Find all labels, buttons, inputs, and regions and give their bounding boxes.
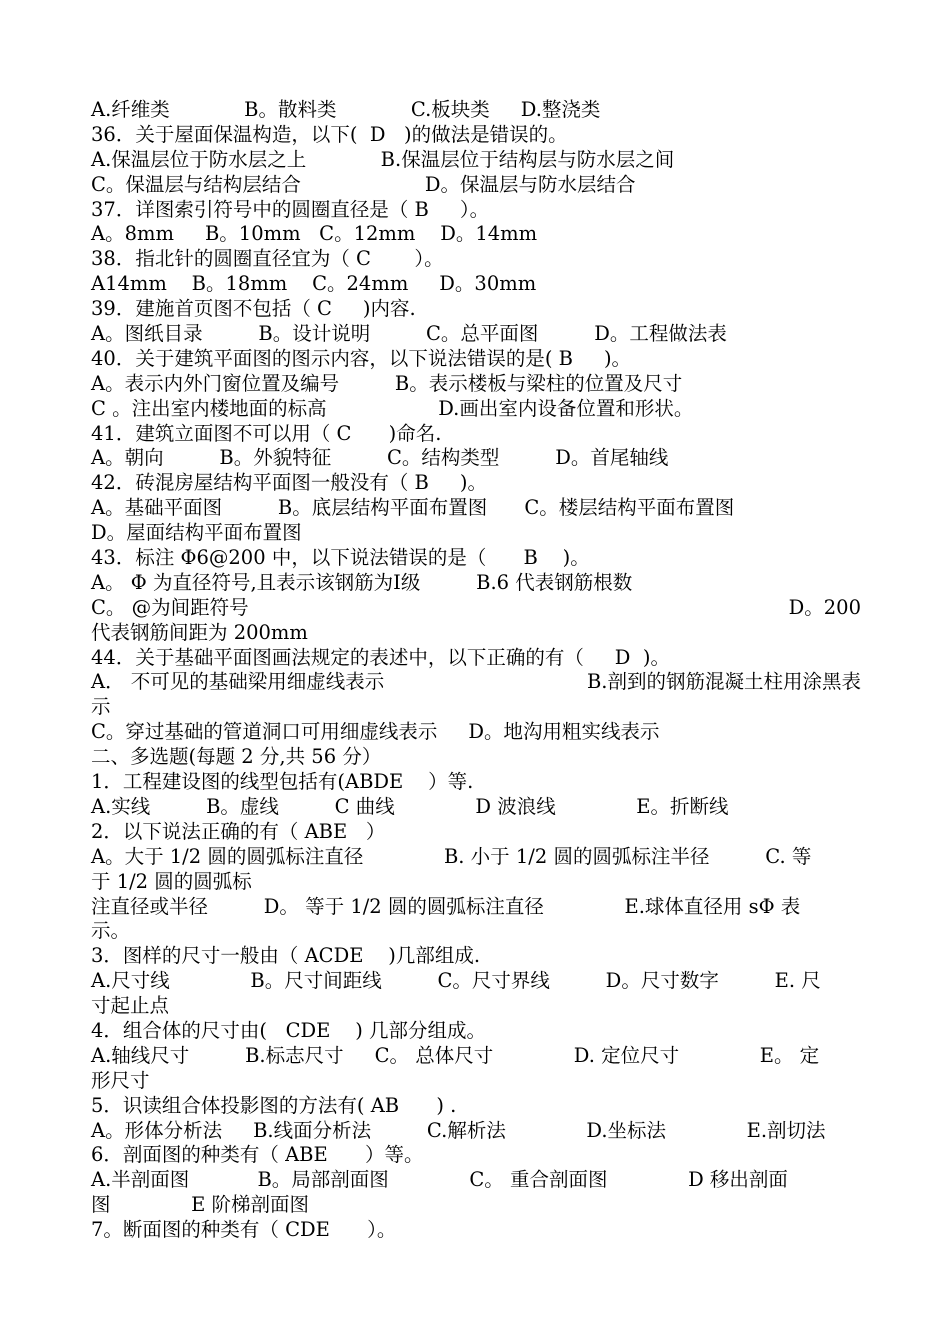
text-line: A。基础平面图 B。底层结构平面布置图 C。楼层结构平面布置图 xyxy=(91,496,735,520)
question-39: 39．建施首页图不包括（ C )内容. xyxy=(91,297,416,321)
question-6: 6．剖面图的种类有（ ABE ）等。 xyxy=(91,1143,424,1167)
text-line: A.半剖面图 B。局部剖面图 C。 重合剖面图 D 移出剖面 xyxy=(91,1168,788,1192)
text-fragment: C。 @为间距符号 xyxy=(91,595,249,619)
question-2: 2．以下说法正确的有（ ABE ） xyxy=(91,819,386,843)
text-line: C 。注出室内楼地面的标高 D.画出室内设备位置和形状。 xyxy=(91,396,694,420)
text-line: C。保温层与结构层结合 D。保温层与防水层结合 xyxy=(91,172,636,196)
text-fragment: B.剖到的钢筋混凝土柱用涂黑表 xyxy=(586,670,861,694)
text-line: A.尺寸线 B。尺寸间距线 C。尺寸界线 D。尺寸数字 E. 尺 xyxy=(91,969,821,993)
text-line: A。 Φ 为直径符号,且表示该钢筋为Ⅰ级 B.6 代表钢筋根数 xyxy=(91,570,633,594)
text-line: A。8mm B。10mm C。12mm D。14mm xyxy=(91,222,538,246)
question-38: 38．指北针的圆圈直径宜为（ C ）。 xyxy=(91,247,444,271)
text-line: 寸起止点 xyxy=(91,994,170,1018)
text-line: 于 1/2 圆的圆弧标 xyxy=(91,869,252,893)
text-line: A。图纸目录 B。设计说明 C。总平面图 D。工程做法表 xyxy=(91,322,727,346)
question-42: 42．砖混房屋结构平面图一般没有（ B )。 xyxy=(91,471,487,495)
question-5: 5．识读组合体投影图的方法有( AB ) . xyxy=(91,1093,457,1117)
text-line: 形尺寸 xyxy=(91,1068,150,1092)
question-1: 1．工程建设图的线型包括有(ABDE ）等. xyxy=(91,770,474,794)
text-line: A.保温层位于防水层之上 B.保温层位于结构层与防水层之间 xyxy=(91,147,675,171)
question-7: 7。断面图的种类有（ CDE ）。 xyxy=(91,1218,397,1242)
section-heading: 二、多选题(每题 2 分,共 56 分） xyxy=(91,745,382,769)
text-line: A。形体分析法 B.线面分析法 C.解析法 D.坐标法 E.剖切法 xyxy=(91,1118,826,1142)
text-line: C。穿过基础的管道洞口可用细虚线表示 D。地沟用粗实线表示 xyxy=(91,720,660,744)
document-page xyxy=(91,98,861,1243)
question-41: 41．建筑立面图不可以用（ C )命名. xyxy=(91,421,442,445)
text-line: A。表示内外门窗位置及编号 B。表示楼板与梁柱的位置及尺寸 xyxy=(91,371,683,395)
text-line xyxy=(91,596,861,621)
question-43: 43．标注 Φ6@200 中，以下说法错误的是（ B )。 xyxy=(91,546,590,570)
question-40: 40．关于建筑平面图的图示内容，以下说法错误的是( B )。 xyxy=(91,346,632,370)
question-37: 37．详图索引符号中的圆圈直径是（ B ）。 xyxy=(91,197,490,221)
text-fragment: D。200 xyxy=(788,595,861,619)
text-line: 图 E 阶梯剖面图 xyxy=(91,1193,310,1217)
text-fragment: A． 不可见的基础梁用细虚线表示 xyxy=(91,670,385,694)
question-44: 44．关于基础平面图画法规定的表述中，以下正确的有（ D )。 xyxy=(91,645,670,669)
text-line: 示 xyxy=(91,695,111,719)
text-line: A。大于 1/2 圆的圆弧标注直径 B. 小于 1/2 圆的圆弧标注半径 C. 等 xyxy=(91,844,812,868)
text-line: A。朝向 B。外貌特征 C。结构类型 D。首尾轴线 xyxy=(91,446,669,470)
text-line: A14mm B。18mm C。24mm D。30mm xyxy=(91,272,537,296)
text-line: 代表钢筋间距为 200mm xyxy=(91,620,308,644)
text-line: 注直径或半径 D。 等于 1/2 圆的圆弧标注直径 E.球体直径用 sΦ 表 xyxy=(91,894,801,918)
text-line: 示。 xyxy=(91,919,131,943)
question-3: 3．图样的尺寸一般由（ ACDE )几部组成. xyxy=(91,944,481,968)
text-line: D。屋面结构平面布置图 xyxy=(91,521,302,545)
question-4: 4．组合体的尺寸由( CDE ) 几部分组成。 xyxy=(91,1018,486,1042)
text-line: A.轴线尺寸 B.标志尺寸 C。 总体尺寸 D. 定位尺寸 E。 定 xyxy=(91,1043,820,1067)
question-36: 36．关于屋面保温构造，以下( D )的做法是错误的。 xyxy=(91,122,568,146)
text-line: A.纤维类 B。散料类 C.板块类 D.整浇类 xyxy=(91,98,601,121)
text-line xyxy=(91,670,861,695)
text-line: A.实线 B。虚线 C 曲线 D 波浪线 E。折断线 xyxy=(91,794,729,818)
